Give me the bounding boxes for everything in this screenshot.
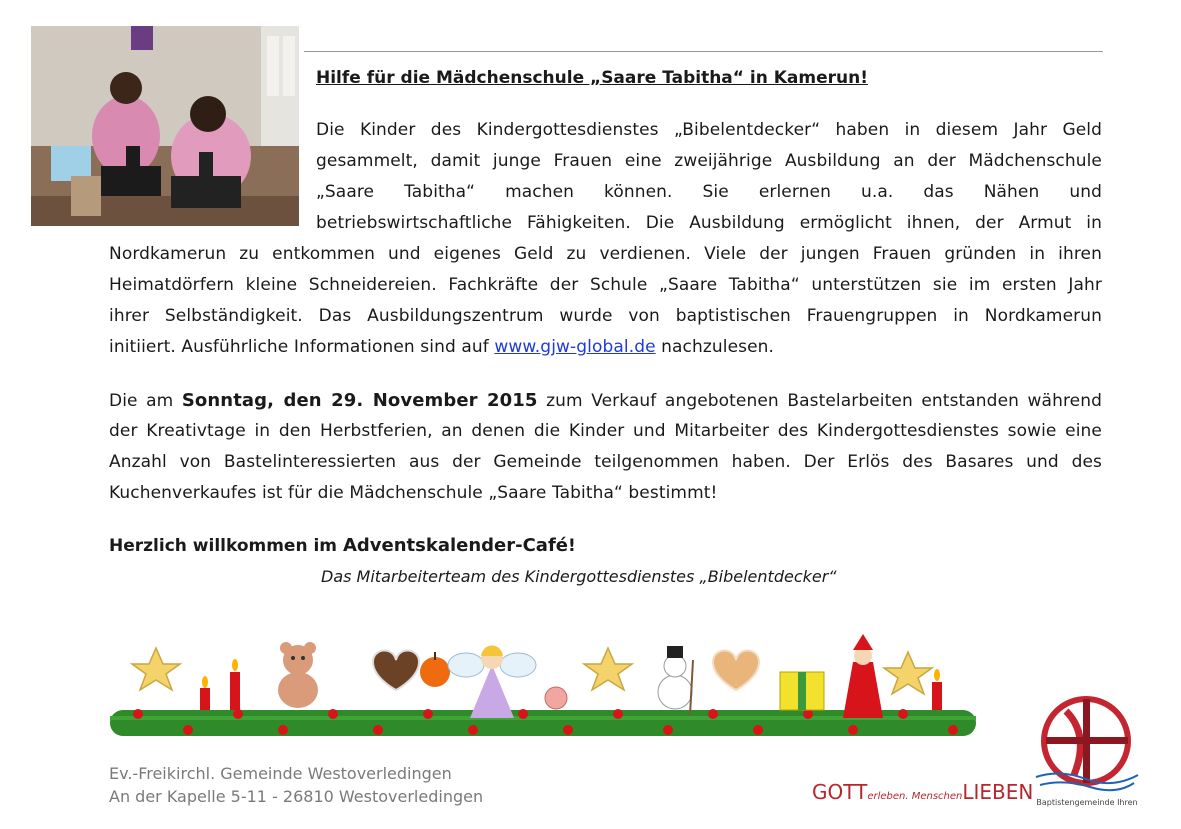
text-line	[109, 385, 1102, 416]
text-fragment: nachzulesen.	[655, 337, 775, 357]
text-line: ihrer Selbständigkeit. Das Ausbildungszentrum wurde von baptistischen Frauengruppen in Nordkamerun	[109, 306, 1102, 326]
text-line	[109, 332, 1102, 363]
slogan-middle: erleben. Menschen	[867, 791, 963, 802]
article-headline: Hilfe für die Mädchenschule „Saare Tabitha“ in Kamerun!	[316, 68, 868, 88]
text-line: Die Kinder des Kindergottesdienstes „Bibelentdecker“ haben in diesem Jahr Geld	[316, 120, 1102, 140]
text-fragment: Die am	[109, 391, 182, 411]
paragraph-1-top	[316, 115, 1102, 239]
church-name: Ev.-Freikirchl. Gemeinde Westoverledingen	[109, 764, 452, 783]
header-divider	[304, 51, 1103, 52]
slogan	[812, 780, 1033, 804]
slogan-god: GOTT	[812, 780, 868, 804]
event-date: Sonntag, den 29. November 2015	[181, 390, 538, 411]
baptist-church-logo	[1034, 693, 1140, 811]
gjw-global-link[interactable]: www.gjw-global.de	[494, 337, 656, 357]
paragraph-1-bottom	[109, 239, 1102, 363]
text-fragment: !	[568, 536, 576, 556]
text-fragment: zum Verkauf angebotenen Bastelarbeiten entstanden während	[537, 391, 1102, 411]
sewing-class-photo	[31, 26, 299, 226]
church-address: An der Kapelle 5-11 - 26810 Westoverledingen	[109, 787, 484, 806]
cafe-name: Adventskalender-Café	[342, 535, 568, 556]
signature: Das Mitarbeiterteam des Kindergottesdienstes „Bibelentdecker“	[321, 567, 837, 586]
text-line: Anzahl von Bastelinteressierten aus der Gemeinde teilgenommen haben. Der Erlös des Basares und des	[109, 452, 1102, 472]
welcome-text	[109, 535, 576, 556]
text-fragment: initiiert. Ausführliche Informationen sind auf	[109, 337, 495, 357]
text-line: gesammelt, damit junge Frauen eine zweijährige Ausbildung an der Mädchenschule	[316, 151, 1102, 171]
paragraph-2	[109, 385, 1102, 509]
text-line: Nordkamerun zu entkommen und eigenes Geld zu verdienen. Viele der jungen Frauen gründen in ihren	[109, 244, 1102, 264]
text-line: „Saare Tabitha“ machen können. Sie erlernen u.a. das Nähen und	[316, 182, 1102, 202]
text-line: der Kreativtage in den Herbstferien, an denen die Kinder und Mitarbeiter des Kindergottesdienstes sowie eine	[109, 421, 1102, 441]
slogan-love: LIEBEN	[962, 780, 1034, 804]
text-line: betriebswirtschaftliche Fähigkeiten. Die Ausbildung ermöglicht ihnen, der Armut in	[316, 213, 1102, 233]
text-line: Heimatdörfern kleine Schneidereien. Fachkräfte der Schule „Saare Tabitha“ unterstützen sie im ersten Jahr	[109, 275, 1102, 295]
svg-text:Baptistengemeinde Ihren: Baptistengemeinde Ihren	[1036, 798, 1138, 807]
christmas-garland-illustration	[108, 630, 978, 748]
text-line: Kuchenverkaufes ist für die Mädchenschule „Saare Tabitha“ bestimmt!	[109, 483, 718, 503]
text-fragment: Herzlich willkommen im	[109, 536, 343, 556]
address-footer	[109, 762, 483, 808]
